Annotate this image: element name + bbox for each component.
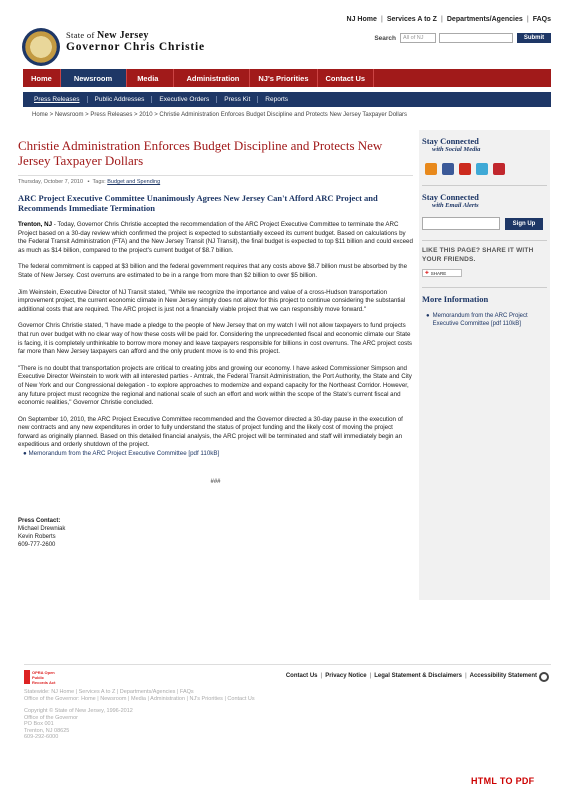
- footer-statewide-links[interactable]: Statewide: NJ Home | Services A to Z | Departments/Agencies | FAQs: [24, 689, 194, 695]
- brand-state: New Jersey: [97, 30, 149, 41]
- youtube-icon[interactable]: [459, 163, 471, 175]
- article: [18, 138, 413, 549]
- paragraph-1-text: - Today, Governor Chris Christie accepted the recommendation of the ARC Project Executive Committee to terminate the ARC Project based on a 30-day review which confirmed the project is expected to substantially exceed its current budget. Based on calculations by the Federal Transit Administration (FTA) and the New Jersey Transit (NJ Transit), the final budget is expected to top $11 billion and could exceed as much as $14 billion, compared to the project's current budget of $8.7 billion.: [18, 221, 413, 254]
- footer-address-4: 609-292-6000: [24, 734, 59, 740]
- subnav-press-kit[interactable]: Press Kit: [217, 96, 258, 103]
- footer-text: [24, 689, 255, 741]
- brand-governor: Governor Chris Christie: [66, 41, 205, 53]
- flickr-icon[interactable]: [493, 163, 505, 175]
- contact-name-1: Michael Drewniak: [18, 525, 66, 532]
- sidebar: [419, 130, 550, 600]
- footer-contact-us[interactable]: Contact Us: [285, 673, 318, 679]
- paragraph-6: On September 10, 2010, the ARC Project Executive Committee recommended and the Governor directed a 30-day pause in the execution of new contracts and any new expenditures in order to fully understand the status of project funding and the likely cost of moving the project forward as originally planned. Based on this detailed financial analysis, the ARC project will be terminated and staff will immediately begin an expeditious and orderly shutdown of the project.: [18, 415, 403, 449]
- search-input[interactable]: [439, 33, 513, 43]
- rss-icon[interactable]: [425, 163, 437, 175]
- top-link-services[interactable]: Services A to Z: [386, 16, 437, 23]
- sign-up-button[interactable]: Sign Up: [505, 218, 543, 230]
- article-meta: Thursday, October 7, 2010 ▪ Tags: Budget and Spending: [18, 175, 413, 185]
- article-subtitle: ARC Project Executive Committee Unanimously Agrees New Jersey Can't Afford ARC Project and Recommends Immediate Termination: [18, 193, 378, 213]
- contact-name-2: Kevin Roberts: [18, 533, 56, 540]
- main-nav: [23, 69, 551, 87]
- paragraph-5: "There is no doubt that transportation projects are critical to creating jobs and growing our economy. I have asked Commissioner Simpson and Executive Director Weinstein to work with all interested parties - Amtrak, the Federal Transit Administration, the Port Authority, the State and City of New York and our Congressional delegation - to explore approaches to modernize and expand capacity for the Northeast Corridor. However, any future project must recognize the regional and national scale of such an effort and work within the scope of the State's current fiscal and economic realities," Governor Christie concluded.: [18, 364, 412, 407]
- stay-connected-social-sub: with Social Media: [432, 146, 481, 153]
- paragraph-3: Jim Weinstein, Executive Director of NJ Transit stated, "While we recognize the importance and value of a cross-Hudson transportation improvement project, the current economic climate in New Jersey simply does not allow for this project to continue considering the substantial additional costs that are required. The ARC project is just not a financially viable project that we can responsibly move forward.": [18, 288, 406, 313]
- facebook-icon[interactable]: [442, 163, 454, 175]
- search-scope-select[interactable]: [400, 33, 436, 43]
- paragraph-2: The federal commitment is capped at $3 billion and the federal government requires that any costs above $8.7 billion must be absorbed by the State of New Jersey. Cost overruns are estimated to be in a range from more than $2 billion to over $5 billion.: [18, 263, 408, 279]
- article-title: Christie Administration Enforces Budget Discipline and Protects New Jersey Taxpayer Dollars: [18, 138, 383, 168]
- search-submit-button[interactable]: Submit: [517, 33, 551, 43]
- nav-home[interactable]: Home: [23, 69, 61, 87]
- dateline: Trenton, NJ: [18, 221, 53, 228]
- more-info-link-text[interactable]: Memorandum from the ARC Project Executive Committee [pdf 110kB]: [432, 313, 528, 327]
- html-to-pdf-watermark: HTML TO PDF: [471, 776, 535, 786]
- footer-address-3: Trenton, NJ 08625: [24, 727, 70, 734]
- share-label: SHARE: [430, 270, 447, 276]
- breadcrumb[interactable]: Home > Newsroom > Press Releases > 2010 > Christie Administration Enforces Budget Discipline and Protects New Jersey Taxpayer Dollars: [32, 112, 408, 118]
- footer-privacy-notice[interactable]: Privacy Notice: [325, 673, 367, 679]
- site-header: [14, 10, 551, 70]
- more-info-link[interactable]: ● Memorandum from the ARC Project Executive Committee [pdf 110kB]: [422, 312, 547, 328]
- share-widget[interactable]: [422, 269, 547, 277]
- email-signup: [422, 217, 547, 230]
- contact-phone: 609-777-2600: [18, 541, 56, 548]
- tags-label: Tags:: [92, 179, 106, 185]
- subnav-press-releases[interactable]: Press Releases: [27, 96, 88, 103]
- footer-governor-links[interactable]: Office of the Governor: Home | Newsroom | Media | Administration | NJ's Priorities | Contact Us: [24, 695, 255, 702]
- subnav-executive-orders[interactable]: Executive Orders: [152, 96, 217, 103]
- subnav-public-addresses[interactable]: Public Addresses: [88, 96, 153, 103]
- stay-connected-email-title: Stay Connected: [422, 192, 479, 202]
- subnav-reports[interactable]: Reports: [265, 96, 289, 103]
- twitter-icon[interactable]: [476, 163, 488, 175]
- top-link-faqs[interactable]: FAQs: [532, 16, 551, 23]
- footer-copyright: Copyright © State of New Jersey, 1996-2012: [24, 708, 133, 714]
- article-date: Thursday, October 7, 2010: [18, 179, 84, 185]
- nav-administration[interactable]: Administration: [174, 69, 250, 87]
- nav-media[interactable]: Media: [127, 69, 174, 87]
- top-links: NJ Home | Services A to Z | Departments/Agencies | FAQs: [346, 16, 551, 23]
- state-seal-logo[interactable]: [22, 28, 60, 66]
- footer-address-1: Office of the Governor: [24, 714, 79, 721]
- top-link-departments[interactable]: Departments/Agencies: [446, 16, 523, 23]
- end-mark: ###: [210, 478, 221, 485]
- top-link-nj-home[interactable]: NJ Home: [346, 16, 377, 23]
- footer-bar: [24, 664, 551, 688]
- share-button[interactable]: [422, 269, 462, 277]
- footer-address-2: PO Box 001: [24, 721, 54, 727]
- footer-accessibility[interactable]: Accessibility Statement: [469, 673, 537, 679]
- nav-newsroom[interactable]: Newsroom: [61, 69, 127, 87]
- search-label: Search: [374, 34, 396, 42]
- paragraph-1: [18, 221, 413, 255]
- footer-legal-statement[interactable]: Legal Statement & Disclaimers: [374, 673, 462, 679]
- stay-connected-email-sub: with Email Alerts: [432, 202, 479, 209]
- share-icon: ✚: [425, 270, 429, 275]
- tag-link[interactable]: Budget and Spending: [107, 179, 161, 185]
- memorandum-link[interactable]: ● Memorandum from the ARC Project Executive Committee [pdf 110kB]: [23, 450, 220, 458]
- share-heading: LIKE THIS PAGE? SHARE IT WITH YOUR FRIENDS.: [422, 247, 534, 263]
- press-contact: [18, 517, 413, 549]
- opra-logo-text: OPRA Open Public Records Act: [32, 670, 56, 685]
- search-scope-value: All of NJ: [403, 35, 424, 41]
- opra-logo[interactable]: [24, 668, 56, 686]
- paragraph-4: Governor Chris Christie stated, "I have made a pledge to the people of New Jersey that on my watch I will not allow taxpayers to fund projects that run over budget with no clear way of how these costs will be paid for. Considering the unprecedented fiscal and economic climate our State is facing, it is completely unthinkable to borrow more money and leave taxpayers responsible for billions in cost overruns. The ARC project costs far more than New Jersey taxpayers can afford and the only prudent move is to end this project.: [18, 322, 413, 356]
- more-information-title: More Information: [422, 294, 489, 304]
- press-contact-heading: Press Contact:: [18, 517, 61, 524]
- memorandum-link-text[interactable]: Memorandum from the ARC Project Executive Committee [pdf 110kB]: [28, 450, 220, 458]
- nav-priorities[interactable]: NJ's Priorities: [250, 69, 317, 87]
- footer-links: Contact Us | Privacy Notice | Legal Statement & Disclaimers | Accessibility Statement: [285, 673, 537, 679]
- stay-connected-social-title: Stay Connected: [422, 136, 479, 146]
- email-field[interactable]: [422, 217, 500, 230]
- brand-prefix: State of: [66, 30, 98, 40]
- accessibility-icon[interactable]: [539, 672, 549, 682]
- site-brand[interactable]: [66, 30, 205, 53]
- social-icons: [425, 163, 547, 175]
- nav-contact-us[interactable]: Contact Us: [318, 69, 375, 87]
- sub-nav: [23, 92, 551, 107]
- search-row: [374, 33, 551, 43]
